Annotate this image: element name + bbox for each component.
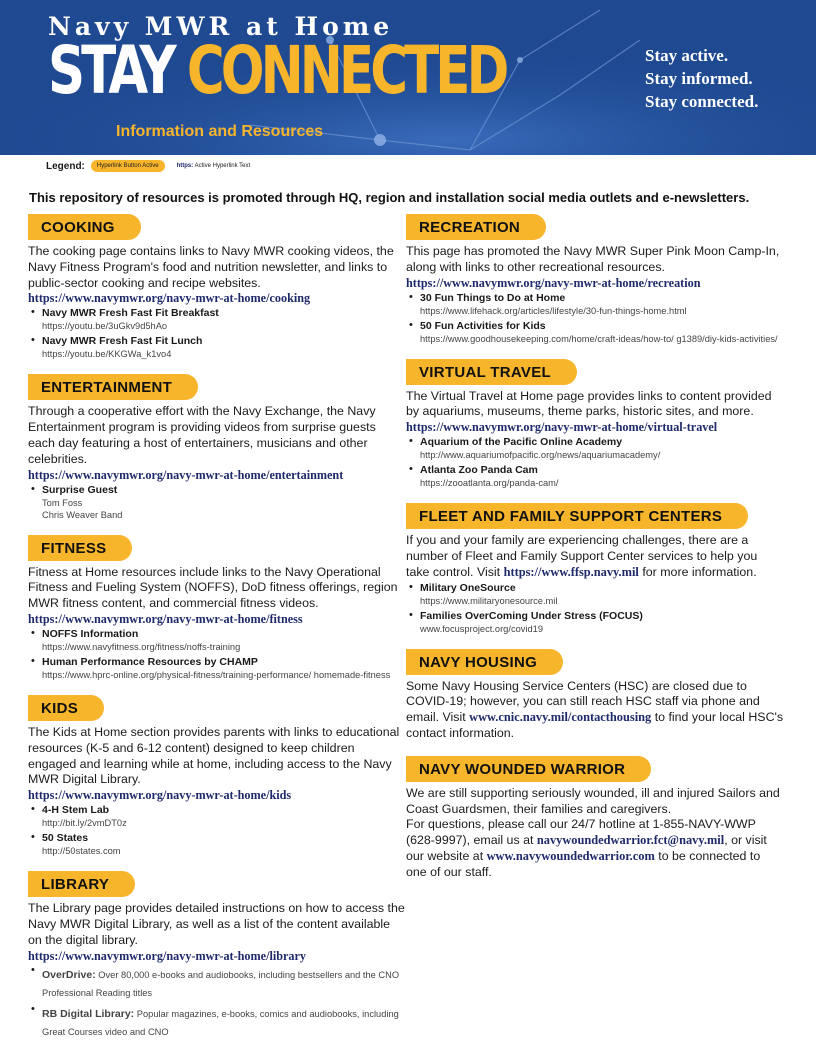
housing-link[interactable]: www.cnic.navy.mil/contacthousing [469, 710, 652, 725]
section-recreation-button[interactable]: RECREATION [406, 214, 546, 240]
section-virtual-travel-list [406, 436, 784, 489]
legend-link-prefix: https: [176, 163, 194, 169]
item-title: • NOFFS Information [42, 627, 139, 640]
item-title: • Families OverComing Under Stress (FOCUS) [420, 609, 643, 622]
section-kids-button[interactable]: KIDS [28, 695, 104, 721]
item-description: Popular magazines, e-books, comics and audiobooks, including Great Courses video and CNO [42, 1008, 399, 1037]
list-item [406, 464, 784, 489]
banner-title-word1: STAY [48, 32, 173, 109]
tagline-line: Stay informed. [645, 69, 753, 88]
section-cooking [28, 214, 406, 360]
section-ffsc-button[interactable]: FLEET AND FAMILY SUPPORT CENTERS [406, 503, 748, 529]
banner-subtitle: Information and Resources [116, 123, 324, 140]
section-entertainment [28, 374, 406, 520]
list-item [28, 484, 406, 521]
list-item [28, 307, 406, 332]
item-title: • Surprise Guest [42, 483, 118, 496]
list-item [28, 335, 406, 360]
body-text: For questions, please call our 24/7 hotline at 1-855-NAVY-WWP (628-9997), email us at [406, 817, 756, 848]
legend-link-label: Active Hyperlink Text [194, 163, 251, 169]
section-library-body: The Library page provides detailed instructions on how to access the Navy MWR Digital Library, as well as a list of the content available on the digital library. [28, 901, 405, 947]
section-recreation [406, 214, 784, 345]
section-cooking-button[interactable]: COOKING [28, 214, 141, 240]
section-virtual-travel [406, 359, 784, 490]
section-library [28, 871, 406, 1039]
intro-text: This repository of resources is promoted through HQ, region and installation social media outlets and e-newsletters. [29, 190, 750, 205]
section-kids-list [28, 804, 406, 857]
section-fitness-link[interactable]: https://www.navymwr.org/navy-mwr-at-home/fitness [28, 611, 303, 626]
body-text: We are still supporting seriously wounded, ill and injured Sailors and Coast Guardsmen, their families and caregivers. [406, 785, 780, 816]
right-column [406, 214, 784, 895]
section-fitness [28, 535, 406, 681]
section-entertainment-body: Through a cooperative effort with the Navy Exchange, the Navy Entertainment program is providing videos from surprise guests each day featuring a host of entertainers, musicians and other celebrities. [28, 404, 376, 466]
list-item [406, 320, 784, 345]
section-entertainment-button[interactable]: ENTERTAINMENT [28, 374, 198, 400]
left-column [28, 214, 406, 1054]
ffsp-link[interactable]: https://www.ffsp.navy.mil [503, 564, 639, 579]
section-ffsc-list [406, 582, 784, 635]
section-wounded-warrior-body [406, 786, 784, 881]
item-title: • Navy MWR Fresh Fast Fit Lunch [42, 335, 203, 348]
section-ffsc-body [406, 533, 784, 580]
banner-title [48, 32, 506, 109]
item-title: • 50 States [42, 832, 89, 845]
body-text: for more information. [642, 564, 757, 579]
website-link[interactable]: www.navywoundedwarrior.com [486, 848, 655, 863]
body-text: Some Navy Housing Service Centers (HSC) are closed due to COVID-19; however, you can still reach HSC staff via phone and email. Visit [406, 678, 760, 725]
item-link[interactable]: Chris Weaver Band [42, 509, 123, 520]
section-recreation-list [406, 292, 784, 345]
section-recreation-body: This page has promoted the Navy MWR Super Pink Moon Camp-In, along with links to other recreational resources. [406, 244, 780, 274]
legend-button-sample: Hyperlink Button Active [91, 160, 165, 172]
item-title: • Navy MWR Fresh Fast Fit Breakfast [42, 307, 219, 320]
item-link[interactable]: https://zooatlanta.org/panda-cam/ [420, 478, 559, 489]
section-wounded-warrior [406, 756, 784, 881]
section-entertainment-list [28, 484, 406, 521]
legend [46, 160, 250, 172]
section-recreation-link[interactable]: https://www.navymwr.org/navy-mwr-at-home/recreation [406, 275, 701, 290]
banner-tagline [645, 44, 758, 113]
section-fitness-button[interactable]: FITNESS [28, 535, 132, 561]
list-item [28, 965, 406, 1001]
item-link[interactable]: https://youtu.be/3uGkv9d5hAo [42, 321, 168, 332]
item-title: • Military OneSource [420, 581, 516, 594]
item-link[interactable]: https://www.lifehack.org/articles/lifestyle/30-fun-things-home.html [420, 305, 687, 316]
item-link[interactable]: www.focusproject.org/covid19 [420, 623, 543, 634]
section-library-button[interactable]: LIBRARY [28, 871, 135, 897]
body-text: If you and your family are experiencing challenges, there are a number of Fleet and Family Support Center services to help you take control. Visit [406, 533, 758, 579]
item-description: Over 80,000 e-books and audiobooks, including bestsellers and the CNO Professional Reading titles [42, 969, 400, 998]
section-cooking-link[interactable]: https://www.navymwr.org/navy-mwr-at-home/cooking [28, 291, 311, 306]
section-virtual-travel-button[interactable]: VIRTUAL TRAVEL [406, 359, 577, 385]
list-item [406, 582, 784, 607]
item-title: • Atlanta Zoo Panda Cam [420, 464, 538, 477]
section-virtual-travel-body: The Virtual Travel at Home page provides links to content provided by aquariums, museums, theme parks, historic sites, and more. [406, 388, 772, 419]
list-item [28, 832, 406, 857]
email-link[interactable]: navywoundedwarrior.fct@navy.mil [536, 833, 725, 848]
list-item [28, 628, 406, 653]
section-virtual-travel-link[interactable]: https://www.navymwr.org/navy-mwr-at-home/virtual-travel [406, 420, 718, 435]
section-kids-link[interactable]: https://www.navymwr.org/navy-mwr-at-home/kids [28, 788, 292, 803]
item-link[interactable]: https://www.hprc-online.org/physical-fitness/training-performance/ homemade-fitness [42, 669, 391, 680]
item-title: • 30 Fun Things to Do at Home [420, 291, 566, 304]
item-title: • Aquarium of the Pacific Online Academy [420, 436, 623, 449]
body-text: to be connected to one of our staff. [406, 848, 761, 879]
section-housing-body [406, 679, 784, 742]
banner-title-word2: CONNECTED [186, 32, 506, 109]
section-housing-button[interactable]: NAVY HOUSING [406, 649, 563, 675]
section-entertainment-link[interactable]: https://www.navymwr.org/navy-mwr-at-home/entertainment [28, 467, 344, 482]
tagline-line: Stay connected. [645, 92, 759, 111]
item-title: RB Digital Library: [42, 1007, 135, 1020]
item-link[interactable]: https://www.militaryonesource.mil [420, 595, 558, 606]
item-link[interactable]: http://50states.com [42, 846, 121, 857]
list-item [406, 610, 784, 635]
section-ffsc [406, 503, 784, 634]
section-wounded-warrior-button[interactable]: NAVY WOUNDED WARRIOR [406, 756, 651, 782]
item-link[interactable]: https://www.navyfitness.org/fitness/noffs-training [42, 641, 241, 652]
legend-link-sample [177, 163, 251, 169]
section-kids-body: The Kids at Home section provides parents with links to educational resources (K-5 and 6-12 content) designed to keep children engaged and learning while at home, including access to the Navy MWR Digital Library. [28, 724, 400, 787]
body-text: , or visit our website at [406, 833, 767, 863]
item-link[interactable]: https://www.goodhousekeeping.com/home/craft-ideas/how-to/ g1389/diy-kids-activities/ [420, 333, 778, 344]
list-item [28, 656, 406, 681]
item-title: • 50 Fun Activities for Kids [420, 319, 546, 332]
section-fitness-body: Fitness at Home resources include links to the Navy Operational Fitness and Fueling System (NOFFS), DoD fitness offerings, region MWR fitness content, and commercial fitness videos. [28, 564, 398, 611]
tagline-line: Stay active. [645, 46, 729, 65]
section-library-link[interactable]: https://www.navymwr.org/navy-mwr-at-home/library [28, 948, 307, 963]
legend-label: Legend: [46, 160, 85, 172]
section-cooking-body: The cooking page contains links to Navy MWR cooking videos, the Navy Fitness Program's food and nutrition newsletter, and links to public-sector cooking and recipe websites. [28, 244, 394, 290]
item-link[interactable]: http://www.aquariumofpacific.org/news/aquariumacademy/ [420, 450, 661, 461]
section-kids [28, 695, 406, 857]
section-fitness-list [28, 628, 406, 681]
section-housing [406, 649, 784, 742]
list-item [406, 436, 784, 461]
banner-eyebrow: Navy MWR at Home [48, 12, 394, 41]
item-link[interactable]: http://bit.ly/2vmDT0z [42, 818, 127, 829]
body-text: to find your local HSC's contact information. [406, 710, 784, 740]
section-cooking-list [28, 307, 406, 360]
item-title: • Human Performance Resources by CHAMP [42, 655, 258, 668]
item-link[interactable]: Tom Foss [42, 497, 83, 508]
item-link[interactable]: https://youtu.be/KKGWa_k1vo4 [42, 349, 172, 360]
header-banner [0, 0, 816, 155]
list-item [406, 292, 784, 317]
body-paragraph [406, 817, 784, 880]
list-item [28, 1004, 406, 1040]
item-title: OverDrive: [42, 968, 96, 981]
item-title: • 4-H Stem Lab [42, 804, 110, 817]
list-item [28, 804, 406, 829]
section-library-list [28, 965, 406, 1040]
